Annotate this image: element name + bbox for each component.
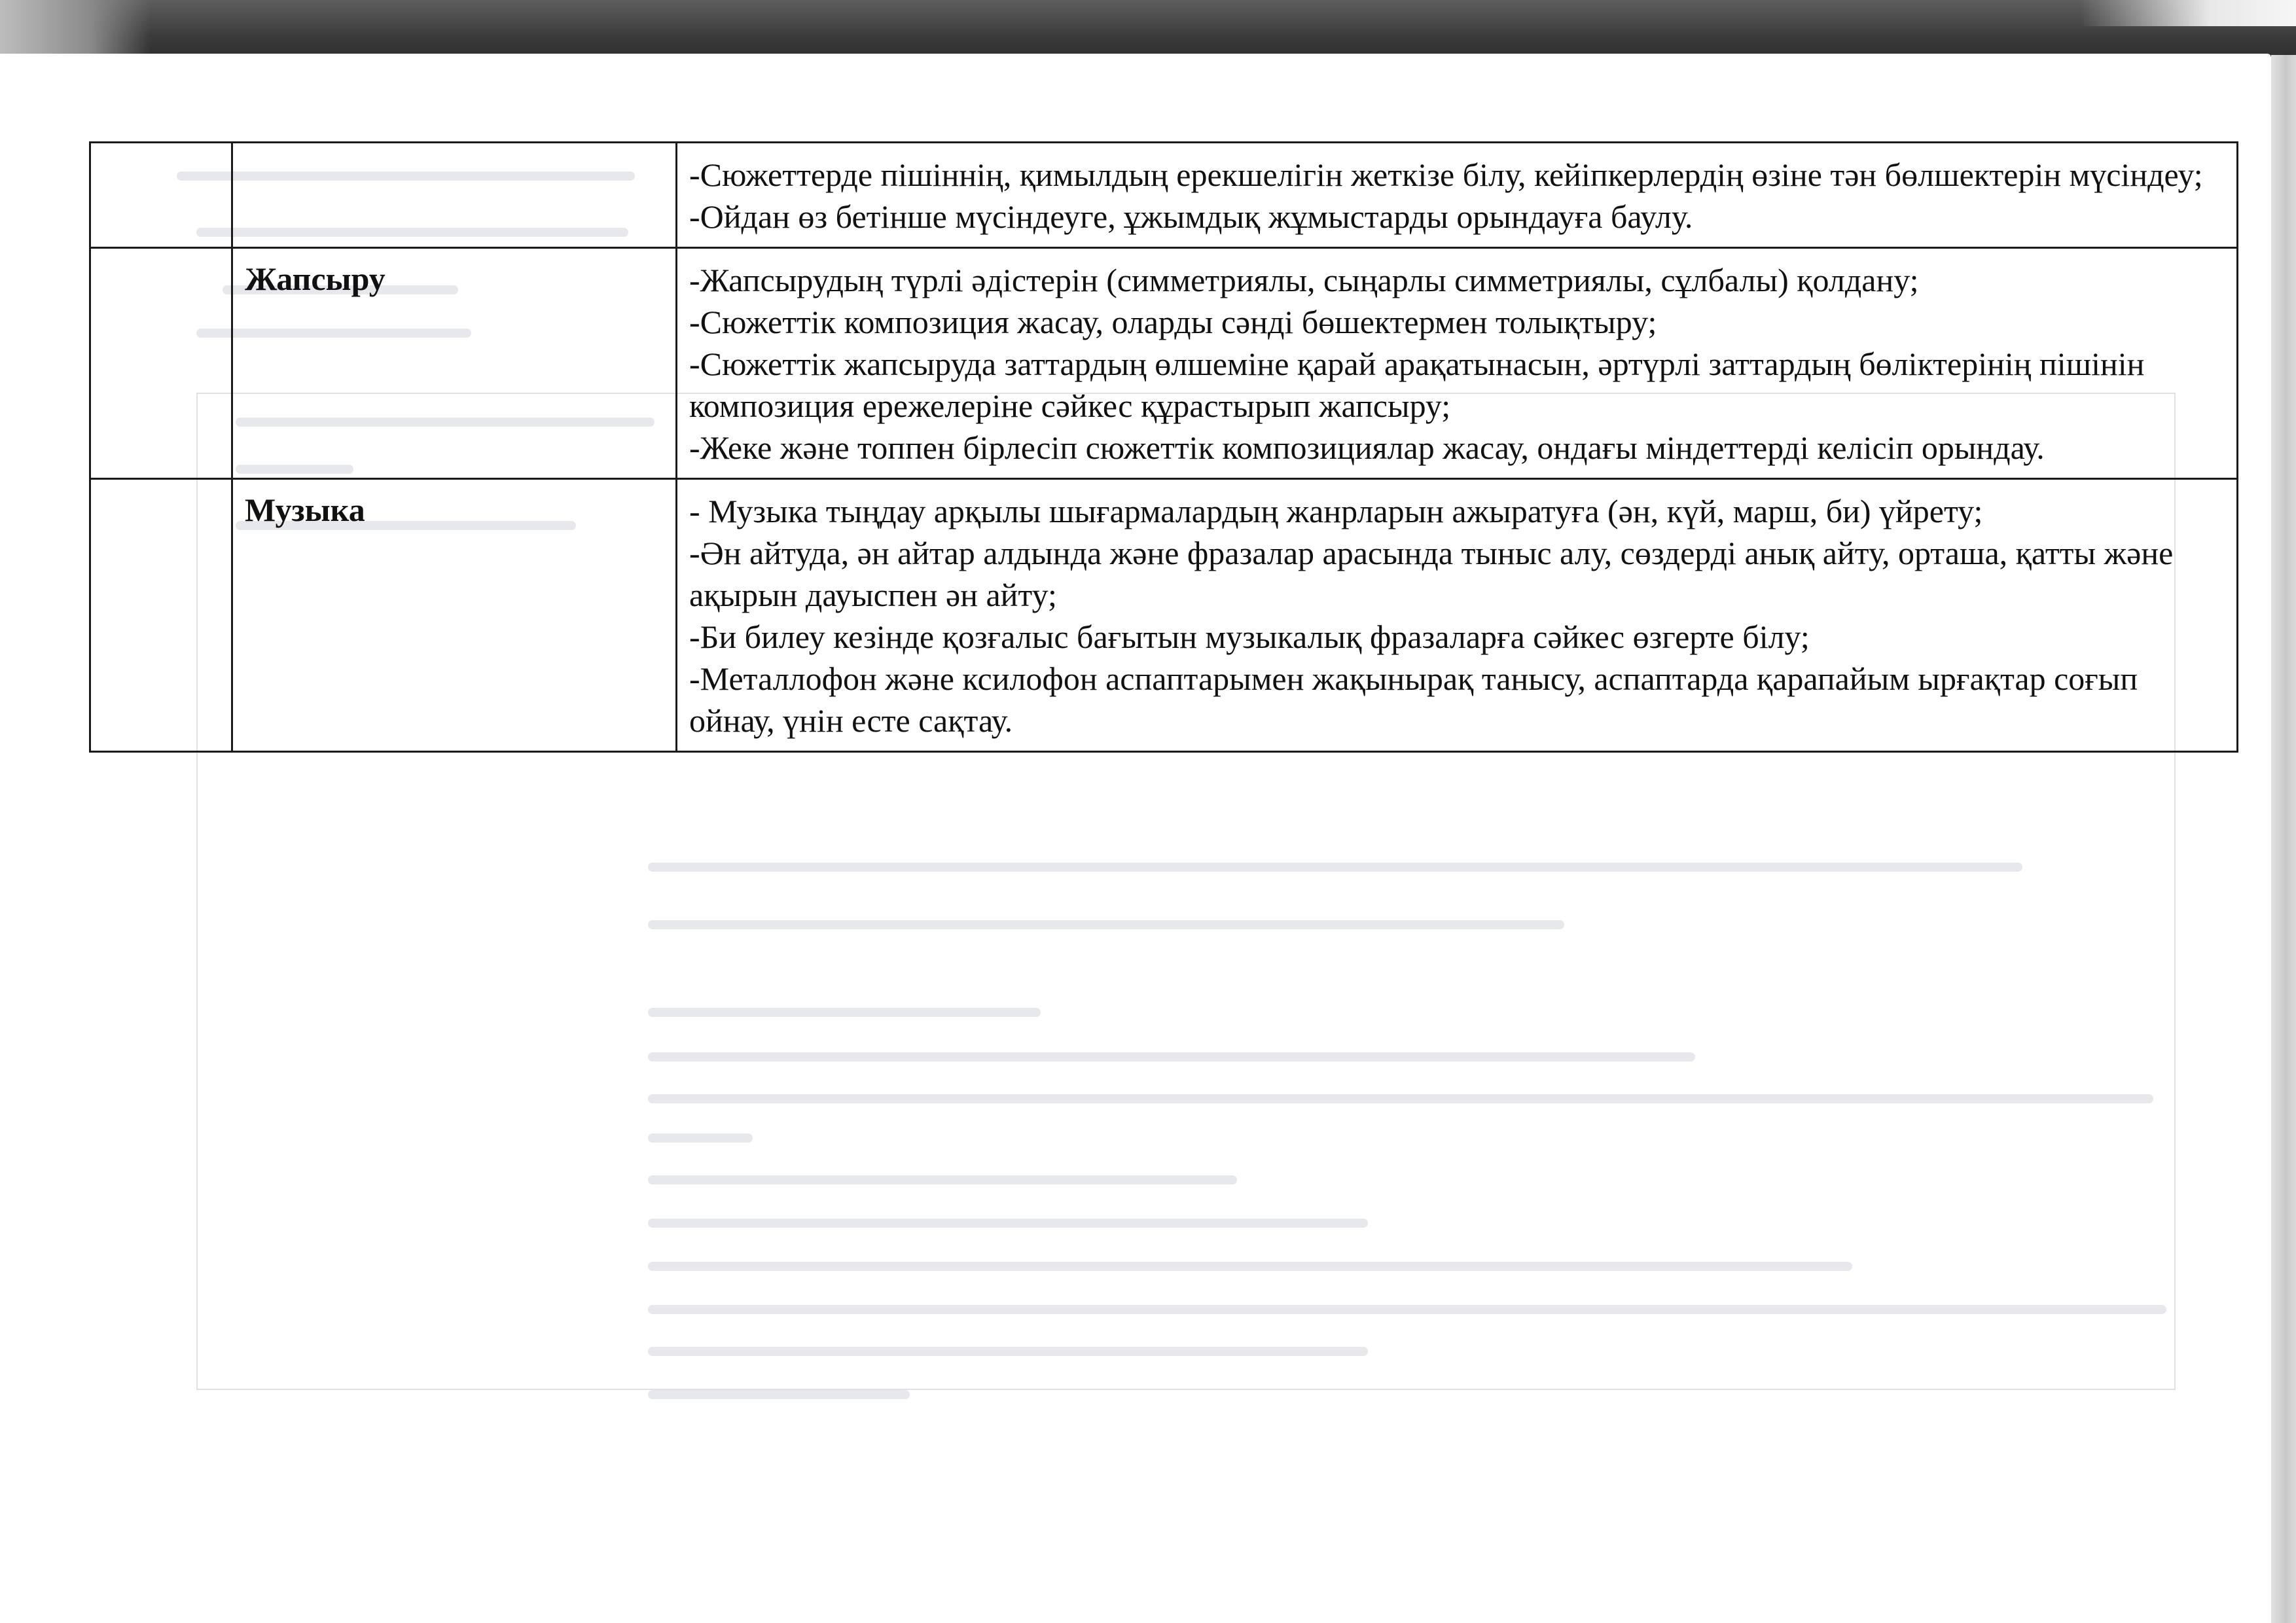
content-line: - Музыка тыңдау арқылы шығармалардың жанрларын ажыратуға (ән, күй, марш, би) үйрету; bbox=[689, 493, 1983, 529]
content-line: -Сюжеттік жапсыруда заттардың өлшеміне қарай арақатынасын, әртүрлі заттардың бөліктерінің пішінін композиция ережелеріне сәйкес құрастырып жапсыру; bbox=[689, 346, 2145, 424]
bleed-line bbox=[648, 1305, 2166, 1314]
table-row-music bbox=[90, 479, 2238, 752]
content-line: -Жапсырудың түрлі әдістерін (симметриялы, сыңарлы симметриялы, сұлбалы) қолдану; bbox=[689, 262, 1919, 298]
bleed-line bbox=[648, 920, 1564, 929]
curriculum-table bbox=[89, 141, 2238, 753]
bleed-line bbox=[648, 1390, 910, 1399]
content-cell bbox=[677, 248, 2238, 479]
bleed-line bbox=[648, 1347, 1368, 1356]
content-cell bbox=[677, 479, 2238, 752]
table-row-sculpting bbox=[90, 143, 2238, 248]
content-line: -Сюжеттерде пішіннің, қимылдың ерекшелігін жеткізе білу, кейіпкерлердің өзіне тән бөлшектерін мүсіндеу; bbox=[689, 156, 2203, 193]
subject-cell: Жапсыру bbox=[232, 248, 677, 479]
subject-cell bbox=[232, 143, 677, 248]
content-line: -Би билеу кезінде қозғалыс бағытын музыкалық фразаларға сәйкес өзгерте білу; bbox=[689, 618, 1810, 655]
row-number-cell bbox=[90, 248, 232, 479]
table-row-appliqué bbox=[90, 248, 2238, 479]
bleed-line bbox=[648, 1219, 1368, 1228]
bleed-line bbox=[648, 1262, 1852, 1271]
bleed-line bbox=[648, 1008, 1041, 1017]
bleed-line bbox=[648, 1133, 753, 1143]
bleed-line bbox=[648, 863, 2022, 872]
content-cell bbox=[677, 143, 2238, 248]
subject-cell: Музыка bbox=[232, 479, 677, 752]
row-number-cell bbox=[90, 479, 232, 752]
content-line: -Жеке және топпен бірлесіп сюжеттік композициялар жасау, ондағы міндеттерді келісіп орындау. bbox=[689, 429, 2045, 466]
bleed-line bbox=[648, 1175, 1237, 1185]
bleed-line bbox=[648, 1094, 2153, 1103]
row-number-cell bbox=[90, 143, 232, 248]
content-line: -Сюжеттік композиция жасау, оларды сәнді бөшектермен толықтыру; bbox=[689, 304, 1657, 340]
content-line: -Ойдан өз бетінше мүсіндеуге, ұжымдық жұмыстарды орындауға баулу. bbox=[689, 198, 1693, 235]
content-line: -Металлофон және ксилофон аспаптарымен жақынырақ танысу, аспаптарда қарапайым ырғақтар соғып ойнау, үнін есте сақтау. bbox=[689, 660, 2138, 739]
bleed-line bbox=[648, 1052, 1695, 1061]
content-line: -Ән айтуда, ән айтар алдында және фразалар арасында тыныс алу, сөздерді анық айту, орташа, қатты және ақырын дауыспен ән айту; bbox=[689, 535, 2174, 613]
